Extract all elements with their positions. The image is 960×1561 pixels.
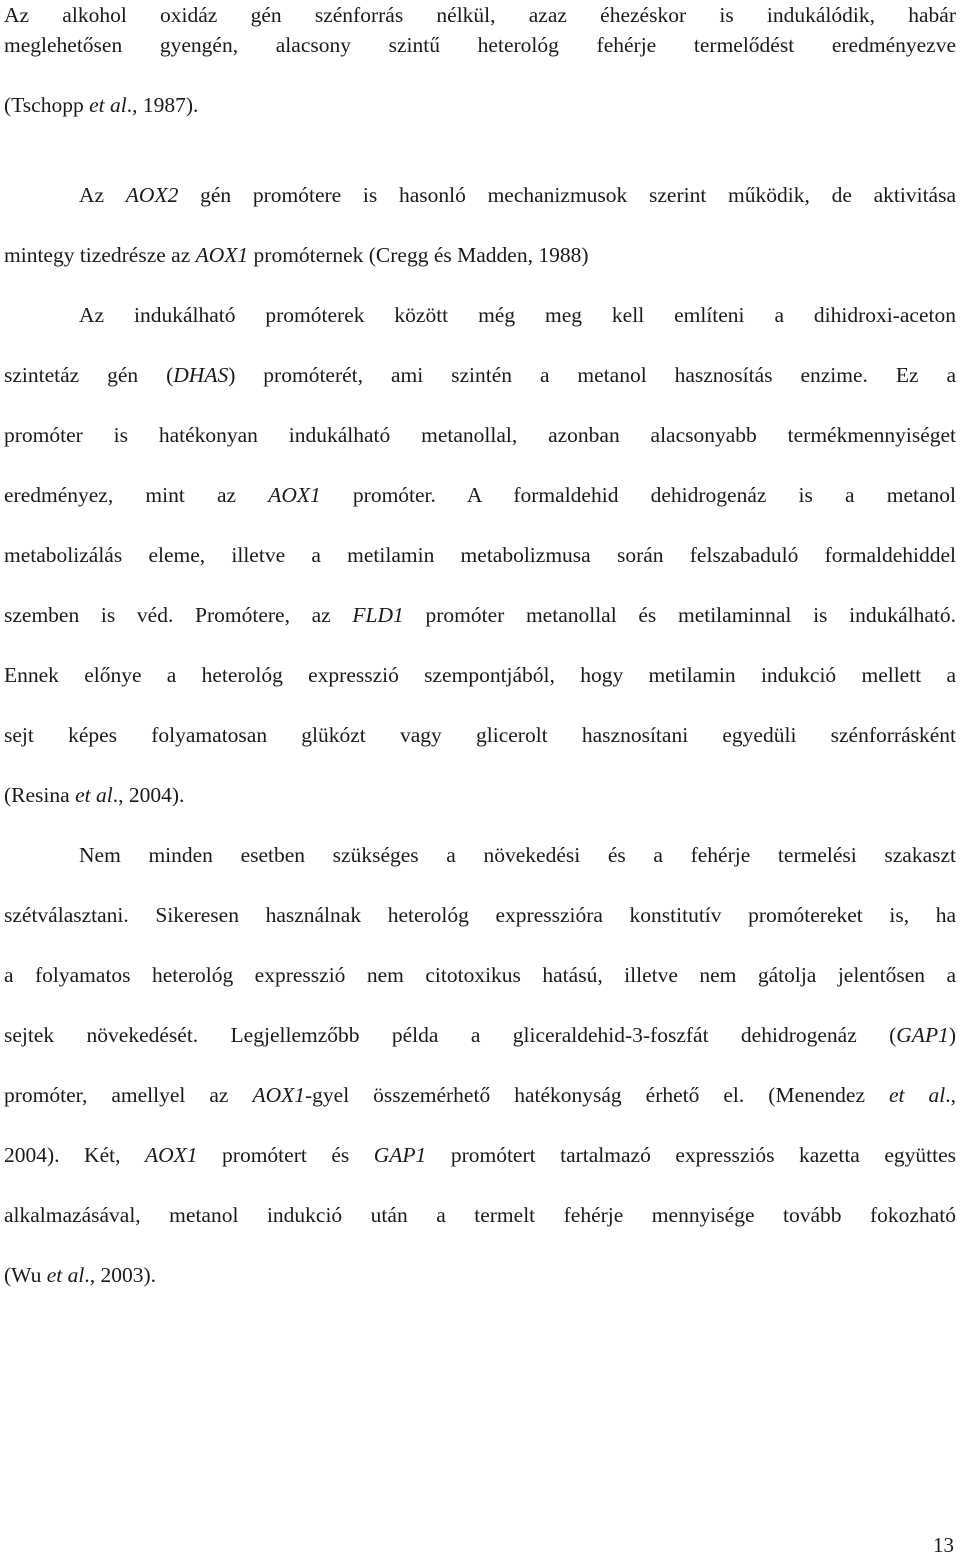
page-number: 13 (933, 1533, 954, 1557)
text-segment: gén promótere is hasonló mechanizmusok szerint működik, de aktivitása (178, 183, 956, 207)
text-line (4, 780, 956, 810)
text-segment: Ennek előnye a heterológ expresszió szempontjából, hogy metilamin indukció mellett a (4, 663, 956, 687)
text-segment: szétválasztani. Sikeresen használnak heterológ expresszióra konstitutív promótereket is, ha (4, 903, 956, 927)
text-segment: ., 2004). (112, 783, 185, 807)
text-segment: szintetáz gén ( (4, 363, 174, 387)
italic-term: GAP1 (896, 1023, 949, 1047)
text-segment: -gyel összemérhető hatékonyság érhető el. (Menendez (305, 1083, 889, 1107)
text-line (4, 90, 956, 120)
text-line (4, 660, 956, 690)
italic-term: AOX1 (144, 1143, 198, 1167)
italic-term: et al (75, 783, 113, 807)
text-line (79, 300, 956, 330)
text-segment: (Resina (4, 783, 76, 807)
text-segment: promóter is hatékonyan indukálható metanollal, azonban alacsonyabb termékmennyiséget (4, 423, 956, 447)
text-segment: (Wu (4, 1263, 47, 1287)
text-line (4, 960, 956, 990)
text-segment: promóter, amellyel az (4, 1083, 253, 1107)
italic-term: AOX2 (125, 183, 179, 207)
text-line (4, 1020, 956, 1050)
text-segment: sejtek növekedését. Legjellemzőbb példa a gliceraldehid-3-foszfát dehidrogenáz ( (4, 1023, 897, 1047)
text-segment: alkalmazásával, metanol indukció után a termelt fehérje mennyisége tovább fokozható (4, 1203, 956, 1227)
italic-term: et al (46, 1263, 85, 1287)
text-line (4, 900, 956, 930)
text-segment: 2004). Két, (4, 1143, 145, 1167)
text-segment: szemben is véd. Promótere, az (4, 603, 353, 627)
text-segment: ., (945, 1083, 956, 1107)
italic-term: et al (889, 1083, 946, 1107)
text-segment: promótert tartalmazó expressziós kazetta együttes (426, 1143, 957, 1167)
text-segment: a folyamatos heterológ expresszió nem citotoxikus hatású, illetve nem gátolja jelentősen a (4, 963, 956, 987)
italic-term: AOX1 (268, 483, 321, 507)
text-line (79, 840, 956, 870)
italic-term: et al (89, 93, 127, 117)
text-line (4, 1260, 956, 1290)
text-line (4, 480, 956, 510)
text-line (4, 1200, 956, 1230)
text-segment: meglehetősen gyengén, alacsony szintű heterológ fehérje termelődést eredményezve (4, 33, 956, 57)
text-line (4, 720, 956, 750)
text-segment: sejt képes folyamatosan glükózt vagy glicerolt hasznosítani egyedüli szénforrásként (4, 723, 956, 747)
text-line (79, 180, 956, 210)
text-segment: Az (79, 183, 126, 207)
text-line (4, 0, 956, 30)
text-line (4, 540, 956, 570)
text-segment: metabolizálás eleme, illetve a metilamin metabolizmusa során felszabaduló formaldehiddel (4, 543, 956, 567)
text-segment: Az alkohol oxidáz gén szénforrás nélkül, azaz éhezéskor is indukálódik, habár (4, 3, 956, 27)
text-segment: ) (948, 1023, 956, 1047)
italic-term: FLD1 (352, 603, 404, 627)
italic-term: AOX1 (252, 1083, 305, 1107)
text-segment: promótert és (197, 1143, 374, 1167)
text-segment: Az indukálható promóterek között még meg kell említeni a dihidroxi-aceton (79, 303, 956, 327)
text-segment: ) promóterét, ami szintén a metanol hasznosítás enzime. Ez a (228, 363, 956, 387)
text-segment: ., 2003). (84, 1263, 157, 1287)
text-segment: Nem minden esetben szükséges a növekedési és a fehérje termelési szakaszt (79, 843, 956, 867)
italic-term: DHAS (173, 363, 229, 387)
text-line (4, 600, 956, 630)
text-line (4, 240, 956, 270)
text-line (4, 30, 956, 60)
text-segment: mintegy tizedrésze az (4, 243, 196, 267)
text-segment: eredményez, mint az (4, 483, 269, 507)
italic-term: GAP1 (373, 1143, 427, 1167)
text-line (4, 420, 956, 450)
text-line (4, 1080, 956, 1110)
text-line (4, 360, 956, 390)
text-segment: promóternek (Cregg és Madden, 1988) (248, 243, 589, 267)
text-segment: promóter. A formaldehid dehidrogenáz is a metanol (320, 483, 957, 507)
text-line (4, 1140, 956, 1170)
text-segment: ., 1987). (126, 93, 199, 117)
text-segment: promóter metanollal és metilaminnal is indukálható. (403, 603, 956, 627)
italic-term: AOX1 (195, 243, 249, 267)
text-segment: (Tschopp (4, 93, 90, 117)
